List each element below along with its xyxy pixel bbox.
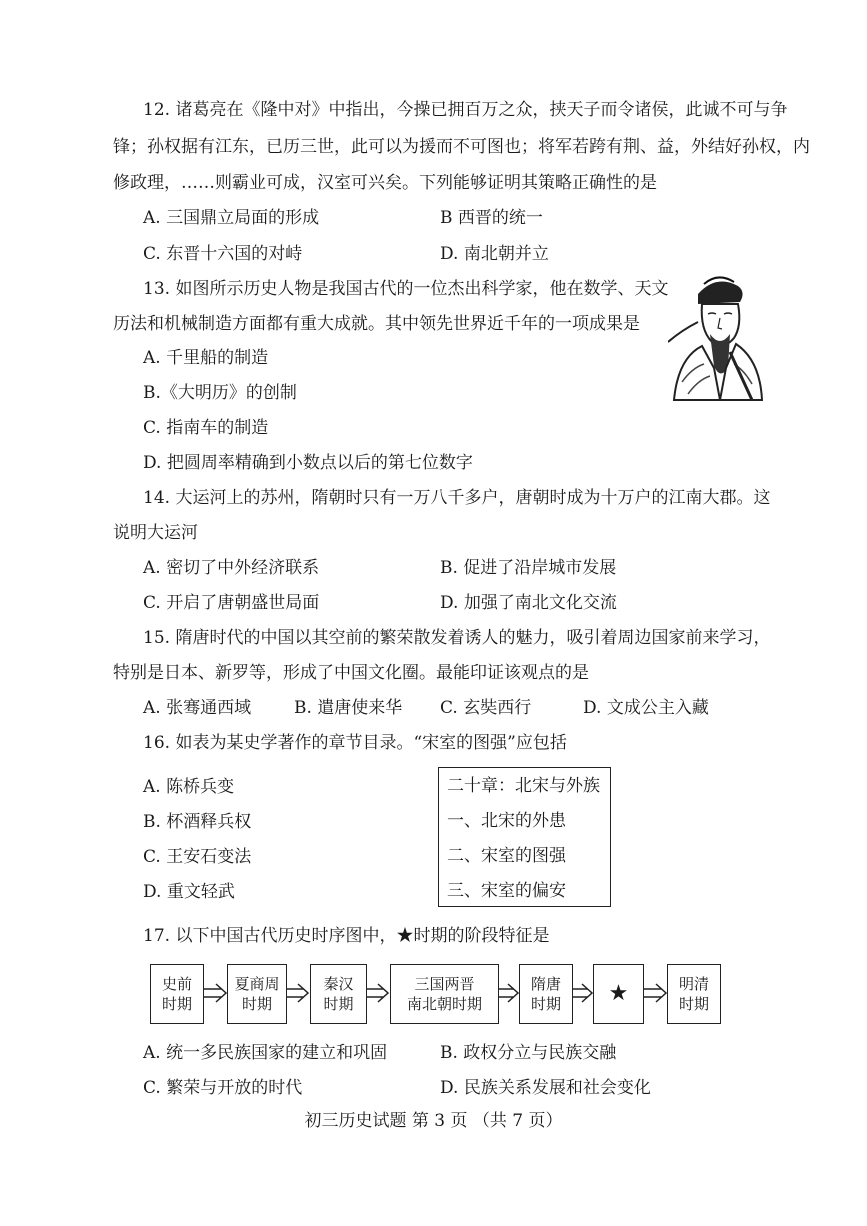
q13-option-a: A. 千里船的制造 xyxy=(143,348,269,368)
timeline-star-period xyxy=(593,964,644,1024)
q12-option-a: A. 三国鼎立局面的形成 xyxy=(143,208,320,228)
q13-line-2: 历法和机械制造方面都有重大成就。其中领先世界近千年的一项成果是 xyxy=(113,314,640,334)
page-footer: 初三历史试题 第 3 页 （共 7 页） xyxy=(304,1111,563,1131)
q14-option-b: B. 促进了沿岸城市发展 xyxy=(440,558,617,578)
q14-line-1: 14. 大运河上的苏州，隋朝时只有一万八千多户，唐朝时成为十万户的江南大郡。这 xyxy=(143,488,771,508)
history-timeline xyxy=(148,960,723,1028)
timeline-label: 时期 xyxy=(678,995,709,1013)
timeline-xia-shang-zhou xyxy=(227,964,287,1024)
double-arrow-icon xyxy=(367,984,388,1002)
double-arrow-icon xyxy=(499,984,518,1002)
q16-line-1: 16. 如表为某史学著作的章节目录。“宋室的图强”应包括 xyxy=(143,733,567,753)
q16-option-d: D. 重文轻武 xyxy=(143,882,235,902)
q15-line-1: 15. 隋唐时代的中国以其空前的繁荣散发着诱人的魅力，吸引着周边国家前来学习， xyxy=(143,628,771,648)
q16-option-a: A. 陈桥兵变 xyxy=(143,777,235,797)
q17-option-c: C. 繁荣与开放的时代 xyxy=(143,1078,303,1098)
timeline-label: 时期 xyxy=(530,995,561,1013)
q16-option-c: C. 王安石变法 xyxy=(143,847,252,867)
timeline-label: 夏商周 xyxy=(234,975,280,993)
double-arrow-icon xyxy=(644,984,666,1002)
q15-option-d: D. 文成公主入藏 xyxy=(583,698,709,718)
q12-option-c: C. 东晋十六国的对峙 xyxy=(143,244,303,264)
q12-line-3: 修政理，……则霸业可成，汉室可兴矣。下列能够证明其策略正确性的是 xyxy=(113,173,657,193)
timeline-qin-han xyxy=(310,964,367,1024)
q15-line-2: 特别是日本、新罗等，形成了中国文化圈。最能印证该观点的是 xyxy=(113,663,589,683)
q13-option-d: D. 把圆周率精确到小数点以后的第七位数字 xyxy=(143,453,473,473)
timeline-label: 时期 xyxy=(161,995,192,1013)
timeline-label: 南北朝时期 xyxy=(406,995,482,1013)
timeline-label: 隋唐 xyxy=(530,975,561,993)
timeline-label: 秦汉 xyxy=(323,975,354,993)
timeline-label: 时期 xyxy=(241,995,272,1013)
q12-line-1: 12. 诸葛亮在《隆中对》中指出，今操已拥百万之众，挟天子而令诸侯，此诚不可与争 xyxy=(143,100,788,120)
q14-option-a: A. 密切了中外经济联系 xyxy=(143,558,320,578)
q15-option-a: A. 张骞通西域 xyxy=(143,698,252,718)
q12-line-2: 锋；孙权据有江东，已历三世，此可以为援而不可图也；将军若跨有荆、益，外结好孙权，内 xyxy=(113,137,810,157)
timeline-sui-tang xyxy=(519,964,573,1024)
q17-option-a: A. 统一多民族国家的建立和巩固 xyxy=(143,1043,388,1063)
q13-option-b: B.《大明历》的创制 xyxy=(143,383,297,403)
timeline-label: 史前 xyxy=(161,975,192,993)
q13-line-1: 13. 如图所示历史人物是我国古代的一位杰出科学家，他在数学、天文 xyxy=(143,279,669,299)
star-icon: ★ xyxy=(608,981,629,1006)
toc-chapter-title: 二十章：北宋与外族 xyxy=(447,776,600,796)
q17-line-1: 17. 以下中国古代历史时序图中，★时期的阶段特征是 xyxy=(143,926,550,946)
q14-line-2: 说明大运河 xyxy=(113,523,198,543)
scholar-portrait-icon xyxy=(668,272,768,402)
timeline-label: 三国两晋 xyxy=(414,975,475,993)
q15-option-c: C. 玄奘西行 xyxy=(440,698,532,718)
toc-section-3: 三、宋室的偏安 xyxy=(447,881,566,901)
q16-option-b: B. 杯酒释兵权 xyxy=(143,812,252,832)
toc-section-1: 一、北宋的外患 xyxy=(447,811,566,831)
timeline-ming-qing xyxy=(667,964,721,1024)
q12-option-b: B 西晋的统一 xyxy=(440,208,543,228)
chapter-table xyxy=(438,767,611,907)
double-arrow-icon xyxy=(573,984,592,1002)
toc-section-2: 二、宋室的图强 xyxy=(447,846,566,866)
double-arrow-icon xyxy=(204,984,226,1002)
timeline-three-kingdoms xyxy=(390,964,499,1024)
double-arrow-icon xyxy=(287,984,308,1002)
q17-option-b: B. 政权分立与民族交融 xyxy=(440,1043,617,1063)
timeline-label: 明清 xyxy=(678,975,709,993)
q14-option-d: D. 加强了南北文化交流 xyxy=(440,593,617,613)
q14-option-c: C. 开启了唐朝盛世局面 xyxy=(143,593,320,613)
q15-option-b: B. 遣唐使来华 xyxy=(294,698,403,718)
q12-option-d: D. 南北朝并立 xyxy=(440,244,549,264)
q13-option-c: C. 指南车的制造 xyxy=(143,418,269,438)
q17-option-d: D. 民族关系发展和社会变化 xyxy=(440,1078,651,1098)
timeline-label: 时期 xyxy=(323,995,354,1013)
timeline-prehistoric xyxy=(150,964,204,1024)
